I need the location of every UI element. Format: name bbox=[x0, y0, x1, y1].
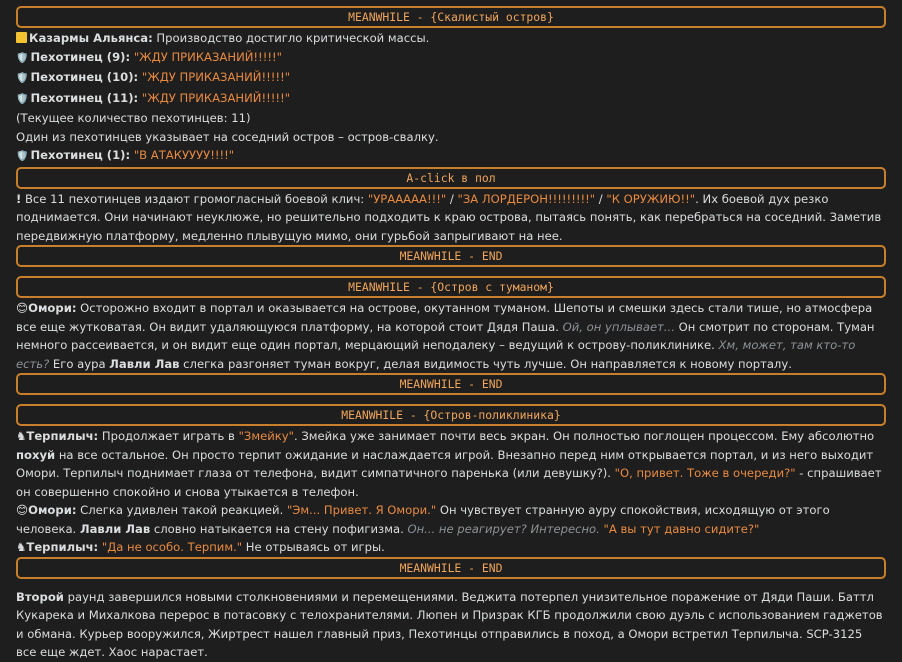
summary-paragraph: Второй раунд завершился новыми столкновениями и перемещениями. Веджита потерпел унизительное поражение от Дяди Паши. Баттл Кукарека и Михалкова перерос в потасовку с телохранителями. Люпен и Призрак КГБ продолжили свою дуэль с использованием гаджетов и обмана. Курьер вооружился, Жиртрест нашел главный приз, Пехотинцы отправились в поход, а Омори встретил Терпилыча. SCP-3125 все еще ждет. Хаос нарастает. bbox=[16, 589, 883, 659]
quote-text: "А вы тут давно сидите?" bbox=[603, 521, 760, 536]
spacer bbox=[16, 396, 886, 404]
narration-paragraph: 😊Омори: Слегка удивлен такой реакцией. "Эм... Привет. Я Омори." Он чувствует странную ауру спокойствия, исходящую от этого человека. Лавли Лав словно натыкается на стену пофигизма. Он... не реагирует? Интересно. "А вы тут давно сидите?" bbox=[16, 503, 830, 536]
speaker-name: Пехотинец (10): bbox=[30, 70, 139, 84]
bold-text: Второй bbox=[16, 589, 64, 604]
quote-text: "О, привет. Тоже в очереди?" bbox=[614, 466, 796, 480]
thought-text: Ой, он уплывает... bbox=[562, 319, 675, 334]
speaker-name: Пехотинец (1): bbox=[30, 148, 131, 162]
speaker-name: Казармы Альянса: bbox=[29, 31, 153, 45]
message-line bbox=[16, 89, 886, 110]
shield-icon: 🛡️ bbox=[16, 93, 29, 105]
message-line bbox=[16, 146, 886, 167]
quote-text: "ЖДУ ПРИКАЗАНИЙ!!!!!" bbox=[141, 70, 291, 84]
spacer bbox=[16, 580, 886, 588]
smile-emoji-icon: 😊 bbox=[16, 301, 29, 315]
message-text: Производство достигло критической массы. bbox=[152, 31, 430, 45]
speaker-name: Пехотинец (11): bbox=[30, 90, 139, 105]
yellow-square-icon bbox=[16, 32, 27, 43]
narration-paragraph: 😊Омори: Осторожно входит в портал и оказывается на острове, окутанном туманом. Шепоты и смешки здесь стали тише, но атмосфера все еще жутковатая. Он видит удаляющуюся платформу, на которой стоит Дядя Паша. Ой, он уплывает... Он смотрит по сторонам. Туман немного рассеивается, и он видит еще один портал, мерцающий неподалеку – ведущий к острову-поликлинике. Хм, может, там кто-то есть? Его аура Лавли Лав слегка разгоняет туман вокруг, делая видимость чуть лучше. Он направляется к новому порталу. bbox=[16, 301, 875, 371]
bold-text: похуй bbox=[16, 447, 56, 462]
smile-emoji-icon: 😊 bbox=[16, 503, 29, 517]
spacer bbox=[16, 268, 886, 276]
message-line bbox=[16, 68, 886, 89]
thought-text: Хм, может, там кто-то есть? bbox=[16, 338, 856, 371]
shield-icon: 🛡️ bbox=[16, 52, 29, 64]
meanwhile-banner: MEANWHILE - {Скалистый остров} bbox=[16, 6, 886, 28]
action-banner: A-click в пол bbox=[16, 167, 886, 189]
speaker-name: Омори: bbox=[28, 503, 77, 517]
exclamation-icon: ! bbox=[16, 191, 22, 206]
narration-paragraph: ! Все 11 пехотинцев издают громогласный боевой клич: "УРААААА!!!" / "ЗА ЛОРДЕРОН!!!!!!!!!" / "К ОРУЖИЮ!!". Их боевой дух резко поднимается. Они начинают неуклюже, но решительно подходить к краю острова, пытаясь понять, как перебраться на соседний. Заметив передвижную платформу, медленно плывущую мимо, они гурьбой запрыгивают на нее. bbox=[16, 191, 882, 243]
thought-text: Он... не реагирует? Интересно. bbox=[407, 521, 600, 536]
chess-knight-icon: ♞ bbox=[16, 429, 27, 443]
message-line: ♞Терпилыч: "Да не особо. Терпим." Не отрываясь от игры. bbox=[16, 540, 385, 554]
speaker-name: Пехотинец (9): bbox=[30, 49, 131, 64]
quote-text: "ЖДУ ПРИКАЗАНИЙ!!!!!" bbox=[141, 90, 291, 105]
quote-text: "Эм... Привет. Я Омори." bbox=[286, 503, 437, 517]
speaker-name: Терпилыч: bbox=[26, 540, 99, 554]
meanwhile-end-banner: MEANWHILE - END bbox=[16, 557, 886, 579]
quote-text: "ЖДУ ПРИКАЗАНИЙ!!!!!" bbox=[133, 49, 282, 64]
bold-text: Лавли Лав bbox=[79, 521, 151, 536]
meanwhile-banner: MEANWHILE - {Остров с туманом} bbox=[16, 276, 886, 298]
message-line bbox=[16, 29, 886, 48]
message-line: (Текущее количество пехотинцев: 11) bbox=[16, 111, 251, 125]
meanwhile-banner: MEANWHILE - {Остров-поликлиника} bbox=[16, 404, 886, 426]
shield-icon: 🛡️ bbox=[16, 73, 29, 84]
quote-text: "УРААААА!!!" bbox=[367, 191, 447, 206]
shield-icon: 🛡️ bbox=[16, 151, 29, 162]
quote-text: "ЗА ЛОРДЕРОН!!!!!!!!!" bbox=[457, 191, 596, 206]
bold-text: Лавли Лав bbox=[109, 356, 180, 371]
meanwhile-end-banner: MEANWHILE - END bbox=[16, 245, 886, 267]
quote-text: "К ОРУЖИЮ!!" bbox=[606, 191, 696, 206]
quote-text: "Змейку" bbox=[238, 429, 294, 443]
narration-paragraph: ♞Терпилыч: Продолжает играть в "Змейку". Змейка уже занимает почти весь экран. Он полностью поглощен процессом. Ему абсолютно похуй на все остальное. Он просто терпит ожидание и наслаждается игрой. Внезапно перед ним открывается портал, и из него выходит Омори. Терпилыч поднимает глаза от телефона, видит симпатичного паренька (или девушку?). "О, привет. Тоже в очереди?" - спрашивает он совершенно спокойно и снова утыкается в телефон. bbox=[16, 429, 882, 499]
chess-knight-icon: ♞ bbox=[16, 540, 27, 554]
speaker-name: Терпилыч: bbox=[26, 429, 99, 443]
meanwhile-end-banner: MEANWHILE - END bbox=[16, 373, 886, 395]
message-line: Один из пехотинцев указывает на соседний остров – остров-свалку. bbox=[16, 129, 439, 144]
quote-text: "В АТАКУУУУ!!!!" bbox=[133, 148, 235, 162]
speaker-name: Омори: bbox=[28, 301, 77, 315]
quote-text: "Да не особо. Терпим." bbox=[101, 540, 243, 554]
message-line bbox=[16, 48, 886, 69]
